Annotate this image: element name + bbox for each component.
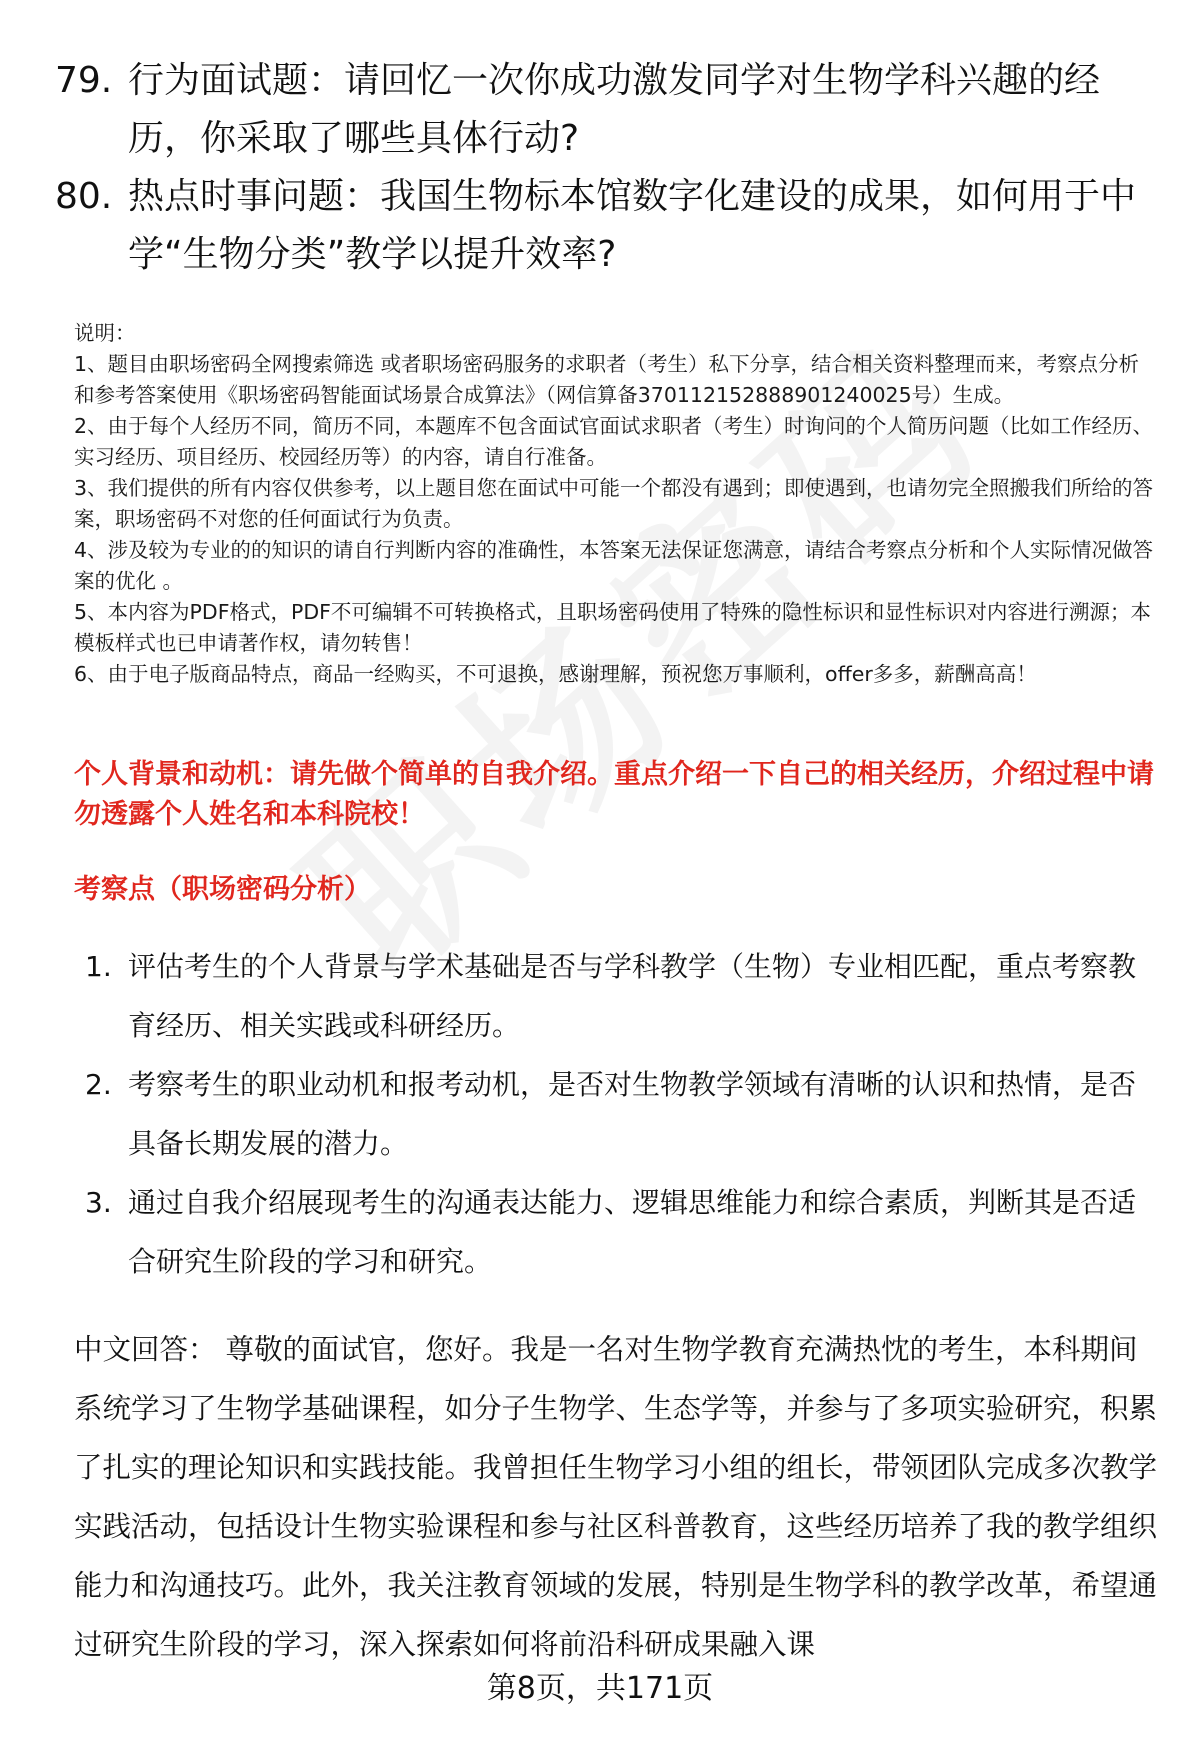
point-number: 2. bbox=[85, 1068, 112, 1101]
main-question: 个人背景和动机：请先做个简单的自我介绍。重点介绍一下自己的相关经历，介绍过程中请勿透露个人姓名和本科院校！ bbox=[74, 759, 1154, 830]
question-number: 80. bbox=[55, 176, 113, 217]
question-number: 79. bbox=[55, 60, 113, 101]
analysis-point bbox=[85, 1173, 1155, 1291]
analysis-points bbox=[85, 937, 1155, 1291]
notes-title: 说明： bbox=[74, 321, 136, 345]
page-footer: 第8页，共171页 bbox=[486, 1671, 714, 1706]
question-text: 行为面试题：请回忆一次你成功激发同学对生物学科兴趣的经历，你采取了哪些具体行动? bbox=[128, 60, 1101, 159]
note-item: 2、由于每个人经历不同，简历不同，本题库不包含面试官面试求职者（考生）时询问的个人简历问题（比如工作经历、实习经历、项目经历、校园经历等）的内容，请自行准备。 bbox=[74, 414, 1154, 469]
question-79 bbox=[55, 52, 1145, 168]
note-item: 3、我们提供的所有内容仅供参考，以上题目您在面试中可能一个都没有遇到；即使遇到，也请勿完全照搬我们所给的答案，职场密码不对您的任何面试行为负责。 bbox=[74, 476, 1154, 531]
disclaimer-notes bbox=[74, 318, 1154, 690]
note-item: 1、题目由职场密码全网搜索筛选 或者职场密码服务的求职者（考生）私下分享，结合相关资料整理而来，考察点分析和参考答案使用《职场密码智能面试场景合成算法》（网信算备370112152888901240025号）生成。 bbox=[74, 352, 1140, 407]
analysis-point bbox=[85, 1055, 1155, 1173]
answer-text: 中文回答： 尊敬的面试官，您好。我是一名对生物学教育充满热忱的考生，本科期间系统学习了生物学基础课程，如分子生物学、生态学等，并参与了多项实验研究，积累了扎实的理论知识和实践技能。我曾担任生物学习小组的组长，带领团队完成多次教学实践活动，包括设计生物实验课程和参与社区科普教育，这些经历培养了我的教学组织能力和沟通技巧。此外，我关注教育领域的发展，特别是生物学科的教学改革，希望通过研究生阶段的学习，深入探索如何将前沿科研成果融入课 bbox=[74, 1333, 1158, 1661]
point-text: 评估考生的个人背景与学术基础是否与学科教学（生物）专业相匹配，重点考察教育经历、相关实践或科研经历。 bbox=[128, 950, 1137, 1042]
point-number: 1. bbox=[85, 950, 112, 983]
point-number: 3. bbox=[85, 1186, 112, 1219]
note-item: 6、由于电子版商品特点，商品一经购买，不可退换，感谢理解，预祝您万事顺利，offer多多，薪酬高高！ bbox=[74, 662, 1037, 686]
question-80 bbox=[55, 168, 1145, 284]
analysis-point bbox=[85, 937, 1155, 1055]
note-item: 5、本内容为PDF格式，PDF不可编辑不可转换格式，且职场密码使用了特殊的隐性标识和显性标识对内容进行溯源；本模板样式也已申请著作权，请勿转售！ bbox=[74, 600, 1151, 655]
analysis-heading: 考察点（职场密码分析） bbox=[74, 874, 371, 905]
point-text: 通过自我介绍展现考生的沟通表达能力、逻辑思维能力和综合素质，判断其是否适合研究生阶段的学习和研究。 bbox=[128, 1186, 1137, 1278]
point-text: 考察考生的职业动机和报考动机，是否对生物教学领域有清晰的认识和热情，是否具备长期发展的潜力。 bbox=[128, 1068, 1137, 1160]
note-item: 4、涉及较为专业的的知识的请自行判断内容的准确性，本答案无法保证您满意，请结合考察点分析和个人实际情况做答案的优化 。 bbox=[74, 538, 1154, 593]
question-text: 热点时事问题：我国生物标本馆数字化建设的成果，如何用于中学“生物分类”教学以提升效率? bbox=[128, 176, 1137, 275]
